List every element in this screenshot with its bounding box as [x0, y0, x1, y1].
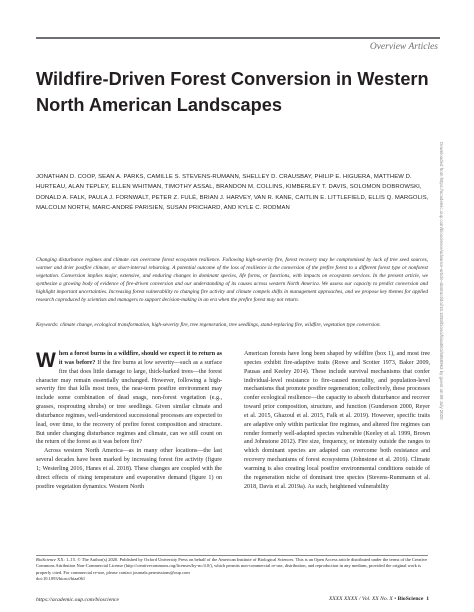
download-notice: Downloaded from https://academic.oup.com/bioscience/advance-article-abstract/doi/10.1093/biosci/biaa061/5858963 by guest on 08 July 2020: [439, 142, 444, 420]
footer-issue: XXXX XXXX / Vol. XX No. X: [328, 596, 393, 602]
footnote-rule: [36, 555, 428, 556]
footnote-doi[interactable]: doi:10.1093/biosci/biaa061: [36, 576, 86, 582]
lead-sentence: hen a forest burns in a wildfire, should we expect it to return as it was before?: [58, 351, 222, 366]
page-footer: XXXX XXXX / Vol. XX No. X • BioScience 1: [328, 596, 429, 602]
keywords: Keywords: climate change, ecological transformation, high-severity fire, tree regeneration, tree seedlings, stand-replacing fire, wildfire, vegetation type conversion.: [36, 322, 381, 328]
journal-url-link[interactable]: https://academic.oup.com/bioscience: [36, 597, 119, 603]
footer-journal: BioScience: [397, 596, 424, 602]
intro-text: If the fire burns at low severity—such as a surface fire that does little damage to large, thick-barked trees—the forest character may remain essentially unchanged. However, following a high-severity fire that kills most trees, the near-term postfire environment may include some combination of dead snags, non-forest vegetation (e.g., grasses, resprouting shrubs) or tree seedlings. Given similar climate and disturbance regimes, well-understood successional processes are expected to lead, over time, to the recovery of prefire forest composition and structure. But under changing disturbance regimes and climate, can we still count on the return of the forest as it was before fire?: [36, 359, 222, 446]
footnote-journal: BioScience: [36, 557, 56, 562]
section-label: Overview Articles: [369, 42, 438, 52]
footnote-citation: XX: 1–15. © The Author(s) 2020. Published by Oxford University Press on behalf of the American Institute of Biological Sciences. This is an Open Access article distributed under the terms of the Creative Commons Attribution Non-Commercial License (http://creativecommons.org/licenses/by-nc/4.0/), which permits non-commercial re-use, distribution, and reproduction in any medium, provided the original work is properly cited. For commercial re-use, please contact journals.permissions@oup.com: [36, 557, 428, 575]
drop-cap: W: [36, 349, 56, 372]
article-title: Wildfire-Driven Forest Conversion in Western North American Landscapes: [36, 69, 429, 115]
abstract: Changing disturbance regimes and climate can overcome forest ecosystem resilience. Following high-severity fire, forest recovery may be compromised by lack of tree seed sources, warmer and drier postfire climate, or short-interval reburning. A potential outcome of the loss of resilience is the conversion of the prefire forest to a different forest type or nonforest vegetation. Conversion implies major, extensive, and enduring changes in dominant species, life forms, or functions, with impacts on ecosystem services. In the present article, we synthesize a growing body of evidence of fire-driven conversion and our understanding of its causes across western North America. We assess our capacity to predict conversion and highlight important uncertainties. Increasing forest vulnerability to changing fire activity and climate compels shifts in management approaches, and we propose key themes for applied research coproduced by scientists and managers to support decision-making in an era when the prefire forest may not return.: [36, 257, 428, 304]
body-paragraph: American forests have long been shaped by wildfire (box 1), and most tree species exhibit fire-adaptive traits (Rowe and Scotter 1973, Baker 2009, Pausas and Keeley 2014). These include survival mechanisms that confer individual-level resistance to fire-caused mortality, and population-level mechanisms that promote postfire regeneration; collectively, these processes confer ecological resilience—the capacity to absorb disturbance and recover toward prior composition, structure, and function (Gunderson 2000, Reyer et al. 2015, Ghazoul et al. 2015, Falk et al. 2019). However, specific traits are adaptive only within particular fire regimes, and altered fire regimes can render formerly well-adapted species vulnerable (Keeley et al. 1999, Brown and Johnstone 2012). Fire size, frequency, or intensity outside the ranges to which dominant species are adapted can overcome both resistance and recovery mechanisms of forest ecosystems (Johnstone et al. 2016). Climate warming is also creating local postfire environmental conditions outside of the regeneration niche of dominant tree species (Stevens-Rummann et al. 2018, Davis et al. 2019a). As such, heightened vulnerability: [244, 351, 430, 490]
copyright-footnote: [36, 557, 430, 583]
body-paragraph: Across western North America—as in many other locations—the last several decades have been marked by increasing forest fire activity (figure 1; Westerling 2016, Hanes et al. 2018). These changes are coupled with the direct effects of rising temperature and evaporative demand (figure 1) on postfire vegetation dynamics. Western North: [36, 448, 222, 490]
body-column-left: [36, 350, 222, 492]
intro-paragraph: [36, 350, 222, 447]
page-number: 1: [426, 596, 429, 602]
author-list: JONATHAN D. COOP, SEAN A. PARKS, CAMILLE S. STEVENS-RUMANN, SHELLEY D. CRAUSBAY, PHILIP E. HIGUERA, MATTHEW D. HURTEAU, ALAN TEPLEY, ELLEN WHITMAN, TIMOTHY ASSAL, BRANDON M. COLLINS, KIMBERLEY T. DAVIS, SOLOMON DOBROWSKI, DONALD A. FALK, PAULA J. FORNWALT, PETER Z. FULÉ, BRIAN J. HARVEY, VAN R. KANE, CAITLIN E. LITTLEFIELD, ELLIS Q. MARGOLIS, MALCOLM NORTH, MARC-ANDRÉ PARISIEN, SUSAN PRICHARD, AND KYLE C. RODMAN: [36, 174, 429, 211]
header-rule: [36, 37, 440, 39]
body-column-right: [244, 350, 430, 492]
